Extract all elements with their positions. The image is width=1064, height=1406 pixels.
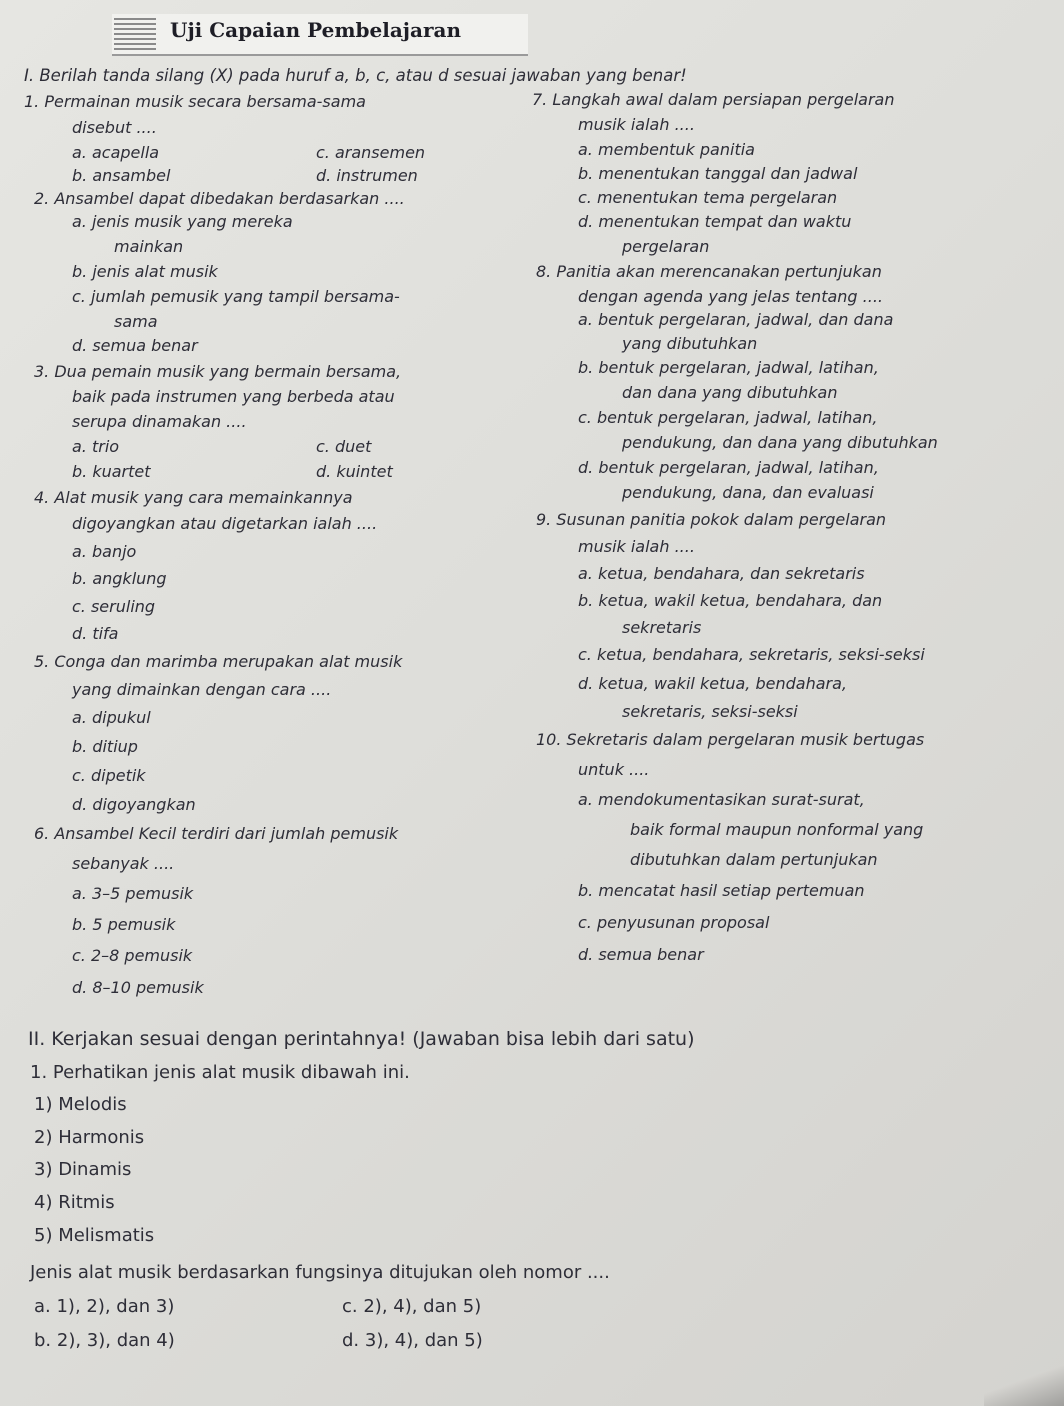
section-2-option-c[interactable]: c. 2), 4), dan 5) <box>342 1296 482 1317</box>
q7-option-c[interactable]: c. menentukan tema pergelaran <box>578 188 838 207</box>
instrument-item-5: 5) Melismatis <box>34 1225 155 1246</box>
q2-option-a[interactable]: a. jenis musik yang mereka <box>72 212 293 231</box>
q4-option-b[interactable]: b. angklung <box>72 569 167 588</box>
section-2-option-d[interactable]: d. 3), 4), dan 5) <box>342 1330 483 1351</box>
q8-option-d[interactable]: d. bentuk pergelaran, jadwal, latihan, <box>578 458 879 477</box>
section-2-option-a[interactable]: a. 1), 2), dan 3) <box>34 1296 175 1317</box>
q5-option-d[interactable]: d. digoyangkan <box>72 795 196 814</box>
q3-option-d[interactable]: d. kuintet <box>316 462 393 481</box>
q5-text-cont: yang dimainkan dengan cara .... <box>72 680 332 699</box>
q6-text-cont: sebanyak .... <box>72 854 175 873</box>
page-shadow <box>984 1366 1064 1406</box>
q10-option-c[interactable]: c. penyusunan proposal <box>578 913 770 932</box>
q10-option-a-cont2: dibutuhkan dalam pertunjukan <box>630 850 878 869</box>
q3-text-cont2: serupa dinamakan .... <box>72 412 247 431</box>
q5-option-c[interactable]: c. dipetik <box>72 766 146 785</box>
q8-option-b[interactable]: b. bentuk pergelaran, jadwal, latihan, <box>578 358 879 377</box>
q8-text-cont: dengan agenda yang jelas tentang .... <box>578 287 883 306</box>
q1-option-c[interactable]: c. aransemen <box>316 143 426 162</box>
q6-option-a[interactable]: a. 3–5 pemusik <box>72 884 194 903</box>
q2-option-a-cont: mainkan <box>114 237 184 256</box>
q6-text: 6. Ansambel Kecil terdiri dari jumlah pemusik <box>34 824 399 843</box>
q10-text: 10. Sekretaris dalam pergelaran musik bertugas <box>536 730 925 749</box>
q8-text: 8. Panitia akan merencanakan pertunjukan <box>536 262 882 281</box>
q9-text: 9. Susunan panitia pokok dalam pergelaran <box>536 510 887 529</box>
q1-text: 1. Permainan musik secara bersama-sama <box>24 92 366 111</box>
q2-option-c-cont: sama <box>114 312 158 331</box>
section-2-q1-text: 1. Perhatikan jenis alat musik dibawah ini. <box>30 1062 410 1083</box>
q2-option-c[interactable]: c. jumlah pemusik yang tampil bersama- <box>72 287 400 306</box>
q7-text-cont: musik ialah .... <box>578 115 695 134</box>
q4-option-c[interactable]: c. seruling <box>72 597 156 616</box>
q1-option-b[interactable]: b. ansambel <box>72 166 171 185</box>
q9-option-b[interactable]: b. ketua, wakil ketua, bendahara, dan <box>578 591 883 610</box>
q1-option-a[interactable]: a. acapella <box>72 143 160 162</box>
q8-option-d-cont: pendukung, dana, dan evaluasi <box>622 483 874 502</box>
section-2-prompt: Jenis alat musik berdasarkan fungsinya ditujukan oleh nomor .... <box>30 1262 610 1283</box>
q5-text: 5. Conga dan marimba merupakan alat musik <box>34 652 403 671</box>
q4-option-a[interactable]: a. banjo <box>72 542 137 561</box>
q9-option-b-cont: sekretaris <box>622 618 702 637</box>
q7-option-d[interactable]: d. menentukan tempat dan waktu <box>578 212 852 231</box>
q9-option-a[interactable]: a. ketua, bendahara, dan sekretaris <box>578 564 865 583</box>
q3-text: 3. Dua pemain musik yang bermain bersama, <box>34 362 402 381</box>
q8-option-c-cont: pendukung, dan dana yang dibutuhkan <box>622 433 938 452</box>
q8-option-a-cont: yang dibutuhkan <box>622 334 758 353</box>
q7-option-d-cont: pergelaran <box>622 237 710 256</box>
q10-option-b[interactable]: b. mencatat hasil setiap pertemuan <box>578 881 865 900</box>
q5-option-a[interactable]: a. dipukul <box>72 708 151 727</box>
instrument-item-3: 3) Dinamis <box>34 1159 132 1180</box>
q3-option-c[interactable]: c. duet <box>316 437 372 456</box>
q7-text: 7. Langkah awal dalam persiapan pergelaran <box>532 90 895 109</box>
q1-option-d[interactable]: d. instrumen <box>316 166 418 185</box>
section-1-instruction: I. Berilah tanda silang (X) pada huruf a, b, c, atau d sesuai jawaban yang benar! <box>24 66 687 85</box>
section-2-instruction: II. Kerjakan sesuai dengan perintahnya! (Jawaban bisa lebih dari satu) <box>28 1028 695 1050</box>
q6-option-b[interactable]: b. 5 pemusik <box>72 915 176 934</box>
q7-option-b[interactable]: b. menentukan tanggal dan jadwal <box>578 164 858 183</box>
q10-option-a-cont1: baik formal maupun nonformal yang <box>630 820 924 839</box>
q5-option-b[interactable]: b. ditiup <box>72 737 138 756</box>
q9-text-cont: musik ialah .... <box>578 537 695 556</box>
q4-text: 4. Alat musik yang cara memainkannya <box>34 488 353 507</box>
instrument-item-2: 2) Harmonis <box>34 1127 145 1148</box>
q4-option-d[interactable]: d. tifa <box>72 624 119 643</box>
q8-option-b-cont: dan dana yang dibutuhkan <box>622 383 838 402</box>
q3-text-cont1: baik pada instrumen yang berbeda atau <box>72 387 395 406</box>
q2-option-d[interactable]: d. semua benar <box>72 336 198 355</box>
page-title: Uji Capaian Pembelajaran <box>170 18 462 42</box>
q8-option-a[interactable]: a. bentuk pergelaran, jadwal, dan dana <box>578 310 894 329</box>
q9-option-d[interactable]: d. ketua, wakil ketua, bendahara, <box>578 674 847 693</box>
q2-option-b[interactable]: b. jenis alat musik <box>72 262 218 281</box>
q10-text-cont: untuk .... <box>578 760 650 779</box>
instrument-item-4: 4) Ritmis <box>34 1192 115 1213</box>
q6-option-d[interactable]: d. 8–10 pemusik <box>72 978 204 997</box>
q10-option-d[interactable]: d. semua benar <box>578 945 704 964</box>
q9-option-d-cont: sekretaris, seksi-seksi <box>622 702 798 721</box>
title-decoration <box>114 18 156 52</box>
q7-option-a[interactable]: a. membentuk panitia <box>578 140 755 159</box>
q6-option-c[interactable]: c. 2–8 pemusik <box>72 946 193 965</box>
q1-text-cont: disebut .... <box>72 118 157 137</box>
q10-option-a[interactable]: a. mendokumentasikan surat-surat, <box>578 790 865 809</box>
title-banner <box>112 14 528 56</box>
q2-text: 2. Ansambel dapat dibedakan berdasarkan .... <box>34 189 405 208</box>
q4-text-cont: digoyangkan atau digetarkan ialah .... <box>72 514 378 533</box>
q3-option-a[interactable]: a. trio <box>72 437 120 456</box>
instrument-item-1: 1) Melodis <box>34 1094 127 1115</box>
section-2-option-b[interactable]: b. 2), 3), dan 4) <box>34 1330 175 1351</box>
q3-option-b[interactable]: b. kuartet <box>72 462 151 481</box>
q8-option-c[interactable]: c. bentuk pergelaran, jadwal, latihan, <box>578 408 878 427</box>
q9-option-c[interactable]: c. ketua, bendahara, sekretaris, seksi-seksi <box>578 645 925 664</box>
